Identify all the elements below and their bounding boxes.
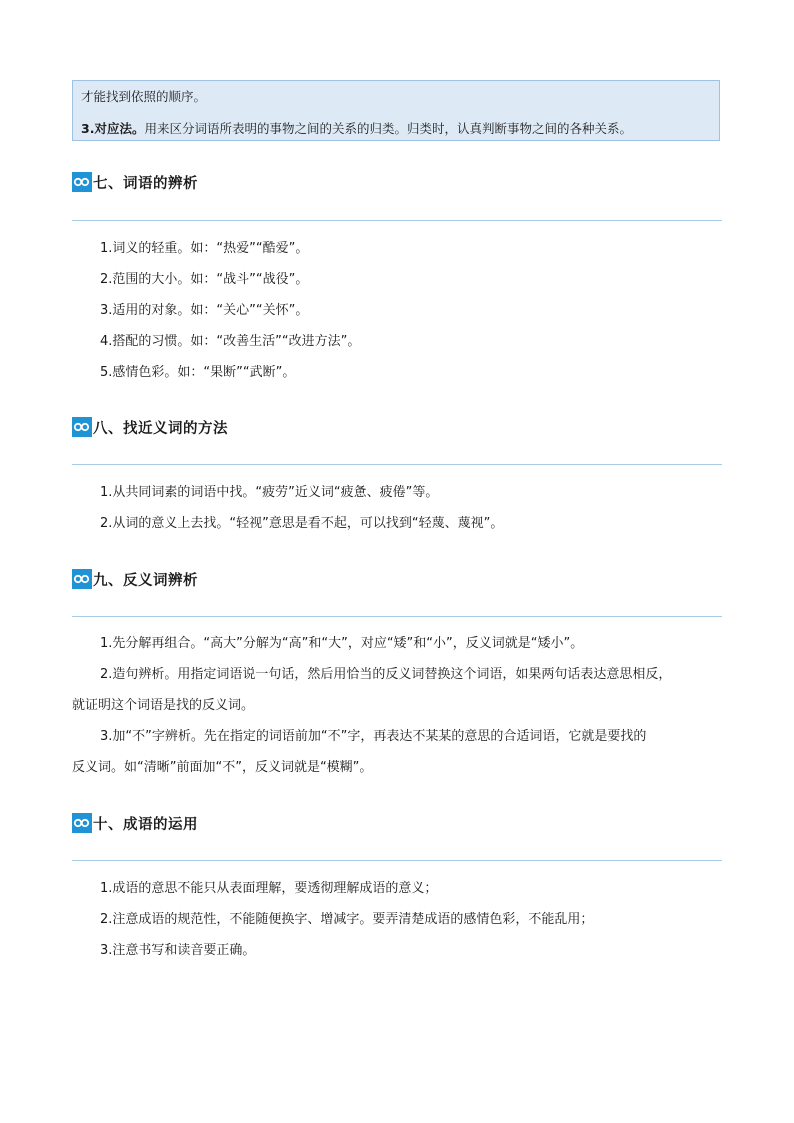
note-box: [72, 80, 720, 141]
list-item: 2.造句辨析。用指定词语说一句话，然后用恰当的反义词替换这个词语，如果两句话表达意思相反，: [100, 667, 672, 682]
section-divider: [72, 860, 722, 861]
section-title: 七、词语的辨析: [93, 175, 198, 192]
list-item: 3.加“不”字辨析。先在指定的词语前加“不”字，再表达不某某的意思的合适词语，它就是要找的: [100, 729, 647, 744]
note-line-1: 才能找到依照的顺序。: [81, 89, 207, 104]
section-divider: [72, 616, 722, 617]
section-heading: [72, 813, 198, 833]
list-item: 5.感情色彩。如：“果断”“武断”。: [100, 365, 296, 380]
section-title: 九、反义词辨析: [93, 572, 198, 589]
list-item: 1.成语的意思不能只从表面理解，要透彻理解成语的意义；: [100, 881, 438, 896]
link-icon: [72, 417, 92, 437]
list-item-continuation: 反义词。如“清晰”前面加“不”，反义词就是“模糊”。: [72, 760, 373, 775]
section-heading: [72, 172, 198, 192]
list-item: 3.适用的对象。如：“关心”“关怀”。: [100, 303, 309, 318]
section-title: 八、找近义词的方法: [93, 420, 228, 437]
note-method-label: 3.对应法。: [81, 121, 145, 136]
link-icon: [72, 569, 92, 589]
list-item-continuation: 就证明这个词语是找的反义词。: [72, 698, 255, 713]
list-item: 2.注意成语的规范性，不能随便换字、增减字。要弄清楚成语的感情色彩，不能乱用；: [100, 912, 594, 927]
list-item: 1.从共同词素的词语中找。“疲劳”近义词“疲惫、疲倦”等。: [100, 485, 439, 500]
note-method-text: 用来区分词语所表明的事物之间的关系的归类。归类时，认真判断事物之间的各种关系。: [144, 121, 632, 136]
list-item: 2.范围的大小。如：“战斗”“战役”。: [100, 272, 309, 287]
section-heading: [72, 417, 228, 437]
list-item: 1.先分解再组合。“高大”分解为“高”和“大”，对应“矮”和“小”，反义词就是“矮小”。: [100, 636, 584, 651]
note-line-2: [81, 121, 632, 137]
section-divider: [72, 220, 722, 221]
list-item: 1.词义的轻重。如：“热爱”“酷爱”。: [100, 241, 309, 256]
list-item: 3.注意书写和读音要正确。: [100, 943, 256, 958]
section-divider: [72, 464, 722, 465]
link-icon: [72, 172, 92, 192]
section-heading: [72, 569, 198, 589]
link-icon: [72, 813, 92, 833]
list-item: 2.从词的意义上去找。“轻视”意思是看不起，可以找到“轻蔑、蔑视”。: [100, 516, 504, 531]
section-title: 十、成语的运用: [93, 816, 198, 833]
list-item: 4.搭配的习惯。如：“改善生活”“改进方法”。: [100, 334, 361, 349]
